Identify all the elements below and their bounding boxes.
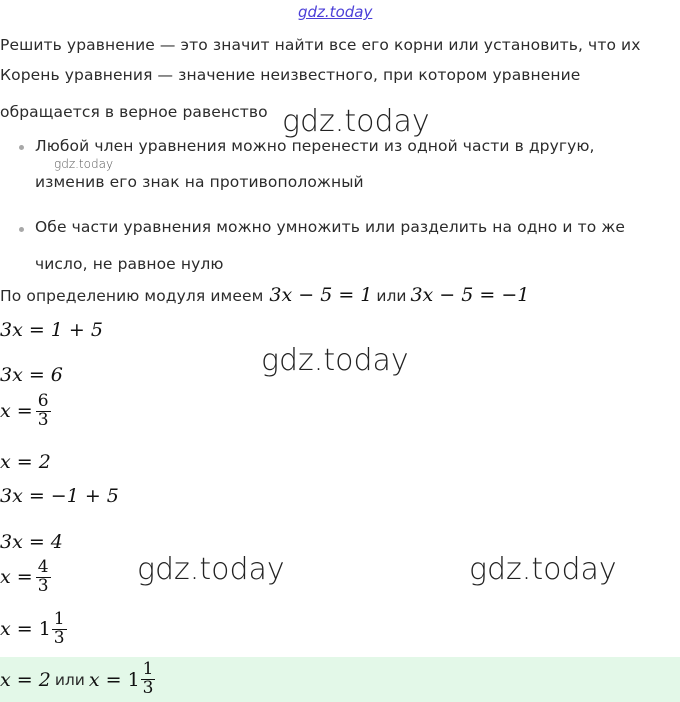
bullet-icon xyxy=(19,227,24,232)
watermark-small: gdz.today xyxy=(54,157,114,171)
definition-eq-2: 3x − 5 = −1 xyxy=(410,284,530,306)
fraction-numerator: 1 xyxy=(53,609,65,629)
rule-2-line-2: число, не равное нулю xyxy=(35,255,224,273)
mixed-number-whole: 1 xyxy=(38,618,51,641)
intro-line-2: Корень уравнения — значение неизвестного, при котором уравнение xyxy=(0,66,581,84)
solution-1-step-1: 3x = 1 + 5 xyxy=(0,319,103,341)
answer-part-1: x = 2 xyxy=(0,668,51,691)
definition-line xyxy=(0,284,529,306)
answer-or: или xyxy=(54,670,85,689)
definition-eq-1: 3x − 5 = 1 xyxy=(269,284,373,306)
definition-text: По определению модуля имеем xyxy=(0,287,264,305)
solution-2-step-3-lhs: x = xyxy=(0,566,33,589)
definition-or: или xyxy=(376,287,407,305)
fraction-denominator: 3 xyxy=(142,678,154,698)
fraction-denominator: 3 xyxy=(53,627,65,648)
fraction xyxy=(52,611,67,648)
solution-2-step-2: 3x = 4 xyxy=(0,531,63,553)
watermark-middle: gdz.today xyxy=(261,343,409,378)
mixed-number xyxy=(39,611,67,648)
watermark-bottom-left: gdz.today xyxy=(137,552,285,587)
solution-1-step-3 xyxy=(0,393,51,430)
fraction-numerator: 1 xyxy=(142,659,154,680)
fraction xyxy=(141,661,156,698)
intro-line-3: обращается в верное равенство xyxy=(0,103,268,121)
solution-2-step-1: 3x = −1 + 5 xyxy=(0,485,119,507)
fraction xyxy=(36,393,51,430)
solution-2-step-3 xyxy=(0,559,51,596)
fraction-numerator: 4 xyxy=(37,557,49,577)
answer-line xyxy=(0,657,155,702)
rule-1-line-2: изменив его знак на противоположный xyxy=(35,173,364,191)
fraction-denominator: 3 xyxy=(37,409,49,430)
solution-2-step-4 xyxy=(0,611,67,648)
rule-1-line-1: Любой член уравнения можно перенести из одной части в другую, xyxy=(35,137,595,155)
mixed-number xyxy=(128,661,156,698)
fraction xyxy=(36,559,51,596)
bullet-icon xyxy=(19,145,24,150)
solution-2-step-4-lhs: x = xyxy=(0,618,33,641)
solution-1-step-3-lhs: x = xyxy=(0,400,33,423)
watermark-bottom-right: gdz.today xyxy=(469,552,617,587)
watermark-main: gdz.today xyxy=(282,104,430,139)
mixed-number-whole: 1 xyxy=(127,668,140,691)
fraction-numerator: 6 xyxy=(37,391,49,411)
rule-2-line-1: Обе части уравнения можно умножить или разделить на одно и то же xyxy=(35,218,626,236)
fraction-denominator: 3 xyxy=(37,575,49,596)
solution-1-step-2: 3x = 6 xyxy=(0,364,63,386)
intro-line-1: Решить уравнение — это значит найти все его корни или установить, что их xyxy=(0,36,641,54)
watermark-top: gdz.today xyxy=(298,3,373,21)
answer-part-2-lhs: x = xyxy=(88,668,122,691)
solution-1-step-4: x = 2 xyxy=(0,451,51,473)
